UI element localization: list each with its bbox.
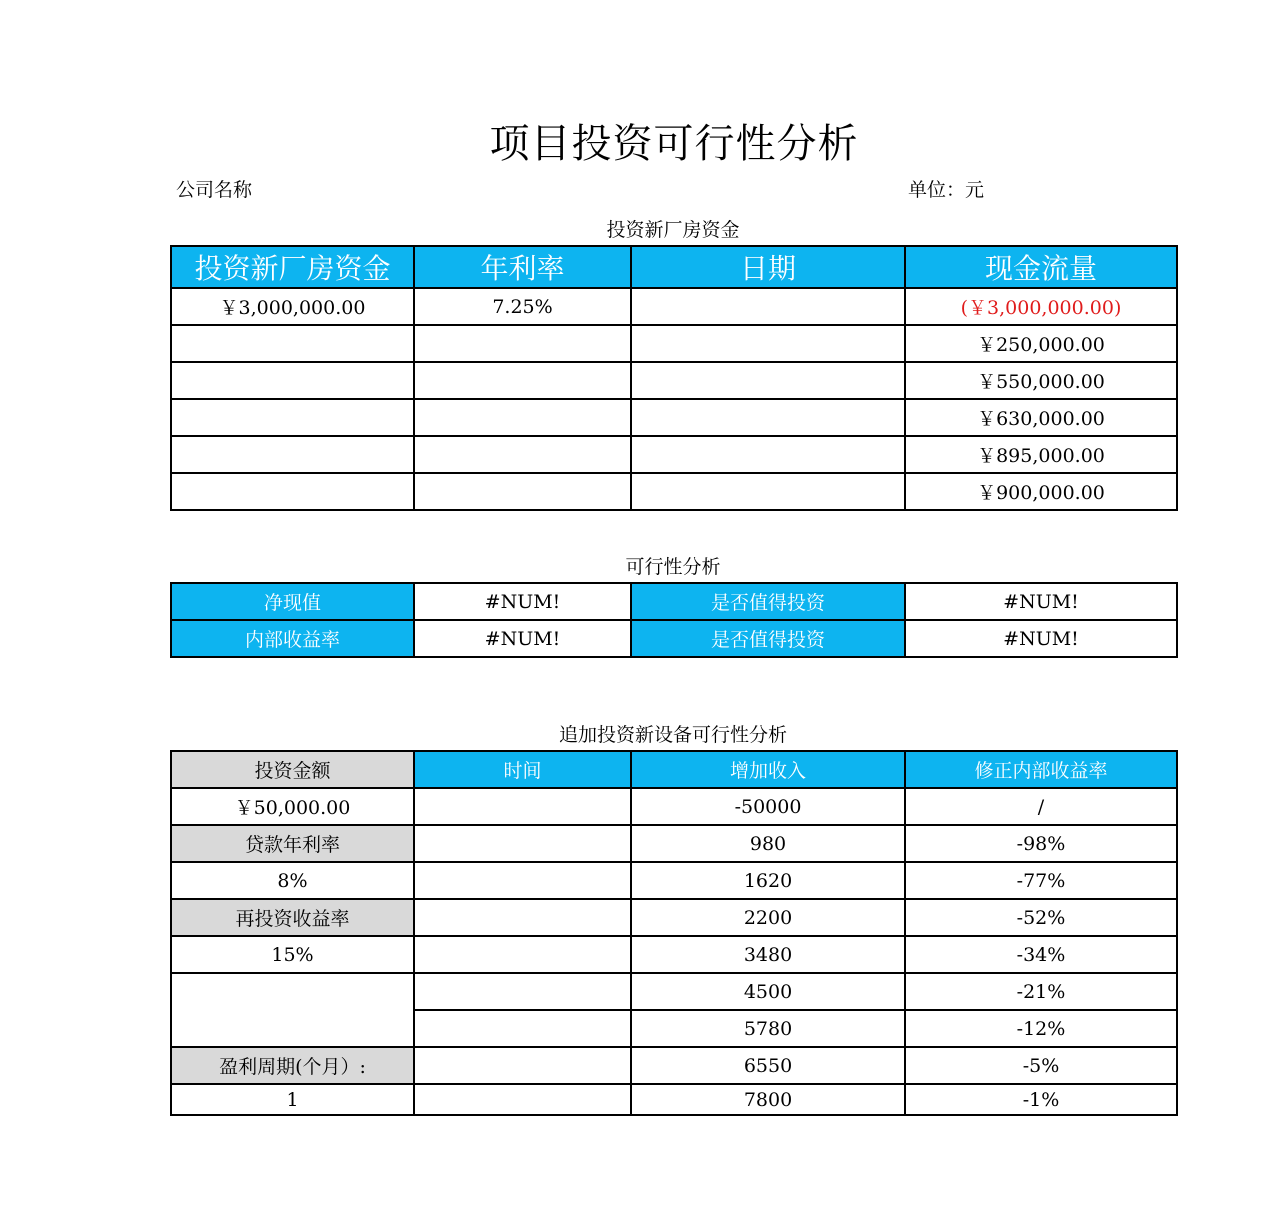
mirr-cell[interactable]: -21% [905, 973, 1177, 1010]
table-cell[interactable] [171, 436, 414, 473]
mirr-cell[interactable]: -1% [905, 1084, 1177, 1115]
cash-flow-cell[interactable]: (￥3,000,000.00) [905, 288, 1177, 325]
rate-cell[interactable]: 7.25% [414, 288, 631, 325]
merged-empty-cell[interactable] [171, 973, 414, 1047]
time-cell[interactable] [414, 862, 631, 899]
worth-investing-label: 是否值得投资 [631, 620, 905, 657]
income-cell[interactable]: 1620 [631, 862, 905, 899]
mirr-cell[interactable]: -77% [905, 862, 1177, 899]
time-cell[interactable] [414, 1047, 631, 1084]
investment-amount-value[interactable]: ￥50,000.00 [171, 788, 414, 825]
profit-period-value[interactable]: 1 [171, 1084, 414, 1115]
header-time: 时间 [414, 751, 631, 788]
date-cell[interactable] [631, 473, 905, 510]
table-cell[interactable] [414, 399, 631, 436]
time-cell[interactable] [414, 936, 631, 973]
loan-rate-label: 贷款年利率 [171, 825, 414, 862]
time-cell[interactable] [414, 1084, 631, 1115]
time-cell[interactable] [414, 788, 631, 825]
date-cell[interactable] [631, 399, 905, 436]
table-cell[interactable] [171, 473, 414, 510]
section2-caption: 可行性分析 [625, 556, 721, 578]
income-cell[interactable]: 5780 [631, 1010, 905, 1047]
income-cell[interactable]: 4500 [631, 973, 905, 1010]
table-cell[interactable] [414, 436, 631, 473]
mirr-cell[interactable]: -12% [905, 1010, 1177, 1047]
header-date: 日期 [631, 246, 905, 288]
unit-label: 单位：元 [908, 179, 985, 201]
table-cell[interactable] [414, 362, 631, 399]
investment-amount-cell[interactable]: ￥3,000,000.00 [171, 288, 414, 325]
reinvest-rate-value[interactable]: 15% [171, 936, 414, 973]
cash-flow-cell[interactable]: ￥630,000.00 [905, 399, 1177, 436]
profit-period-label: 盈利周期(个月）: [171, 1047, 414, 1084]
header-investment: 投资新厂房资金 [171, 246, 414, 288]
date-cell[interactable] [631, 362, 905, 399]
page-title: 项目投资可行性分析 [489, 121, 859, 167]
mirr-cell[interactable]: -52% [905, 899, 1177, 936]
feasibility-table [170, 582, 1178, 658]
equipment-table [170, 750, 1178, 1116]
mirr-cell[interactable]: -5% [905, 1047, 1177, 1084]
header-mirr: 修正内部收益率 [905, 751, 1177, 788]
time-cell[interactable] [414, 1010, 631, 1047]
worth-investing-label: 是否值得投资 [631, 583, 905, 620]
date-cell[interactable] [631, 436, 905, 473]
time-cell[interactable] [414, 899, 631, 936]
time-cell[interactable] [414, 973, 631, 1010]
section1-caption: 投资新厂房资金 [606, 219, 740, 241]
mirr-cell[interactable]: -98% [905, 825, 1177, 862]
header-income: 增加收入 [631, 751, 905, 788]
header-investment-amount: 投资金额 [171, 751, 414, 788]
income-cell[interactable]: 3480 [631, 936, 905, 973]
mirr-cell[interactable]: -34% [905, 936, 1177, 973]
header-cash-flow: 现金流量 [905, 246, 1177, 288]
income-cell[interactable]: 6550 [631, 1047, 905, 1084]
worth-investing-value[interactable]: #NUM! [905, 583, 1177, 620]
loan-rate-value[interactable]: 8% [171, 862, 414, 899]
income-cell[interactable]: -50000 [631, 788, 905, 825]
investment-table [170, 245, 1178, 511]
table-cell[interactable] [171, 325, 414, 362]
table-cell[interactable] [414, 473, 631, 510]
irr-value[interactable]: #NUM! [414, 620, 631, 657]
npv-label: 净现值 [171, 583, 414, 620]
company-name-label: 公司名称 [176, 179, 253, 201]
worth-investing-value[interactable]: #NUM! [905, 620, 1177, 657]
cash-flow-cell[interactable]: ￥550,000.00 [905, 362, 1177, 399]
cash-flow-cell[interactable]: ￥895,000.00 [905, 436, 1177, 473]
irr-label: 内部收益率 [171, 620, 414, 657]
time-cell[interactable] [414, 825, 631, 862]
income-cell[interactable]: 980 [631, 825, 905, 862]
table-cell[interactable] [414, 325, 631, 362]
income-cell[interactable]: 2200 [631, 899, 905, 936]
reinvest-rate-label: 再投资收益率 [171, 899, 414, 936]
section3-caption: 追加投资新设备可行性分析 [558, 724, 787, 746]
date-cell[interactable] [631, 288, 905, 325]
date-cell[interactable] [631, 325, 905, 362]
table-cell[interactable] [171, 362, 414, 399]
cash-flow-cell[interactable]: ￥250,000.00 [905, 325, 1177, 362]
table-cell[interactable] [171, 399, 414, 436]
header-rate: 年利率 [414, 246, 631, 288]
npv-value[interactable]: #NUM! [414, 583, 631, 620]
mirr-cell[interactable]: / [905, 788, 1177, 825]
cash-flow-cell[interactable]: ￥900,000.00 [905, 473, 1177, 510]
income-cell[interactable]: 7800 [631, 1084, 905, 1115]
